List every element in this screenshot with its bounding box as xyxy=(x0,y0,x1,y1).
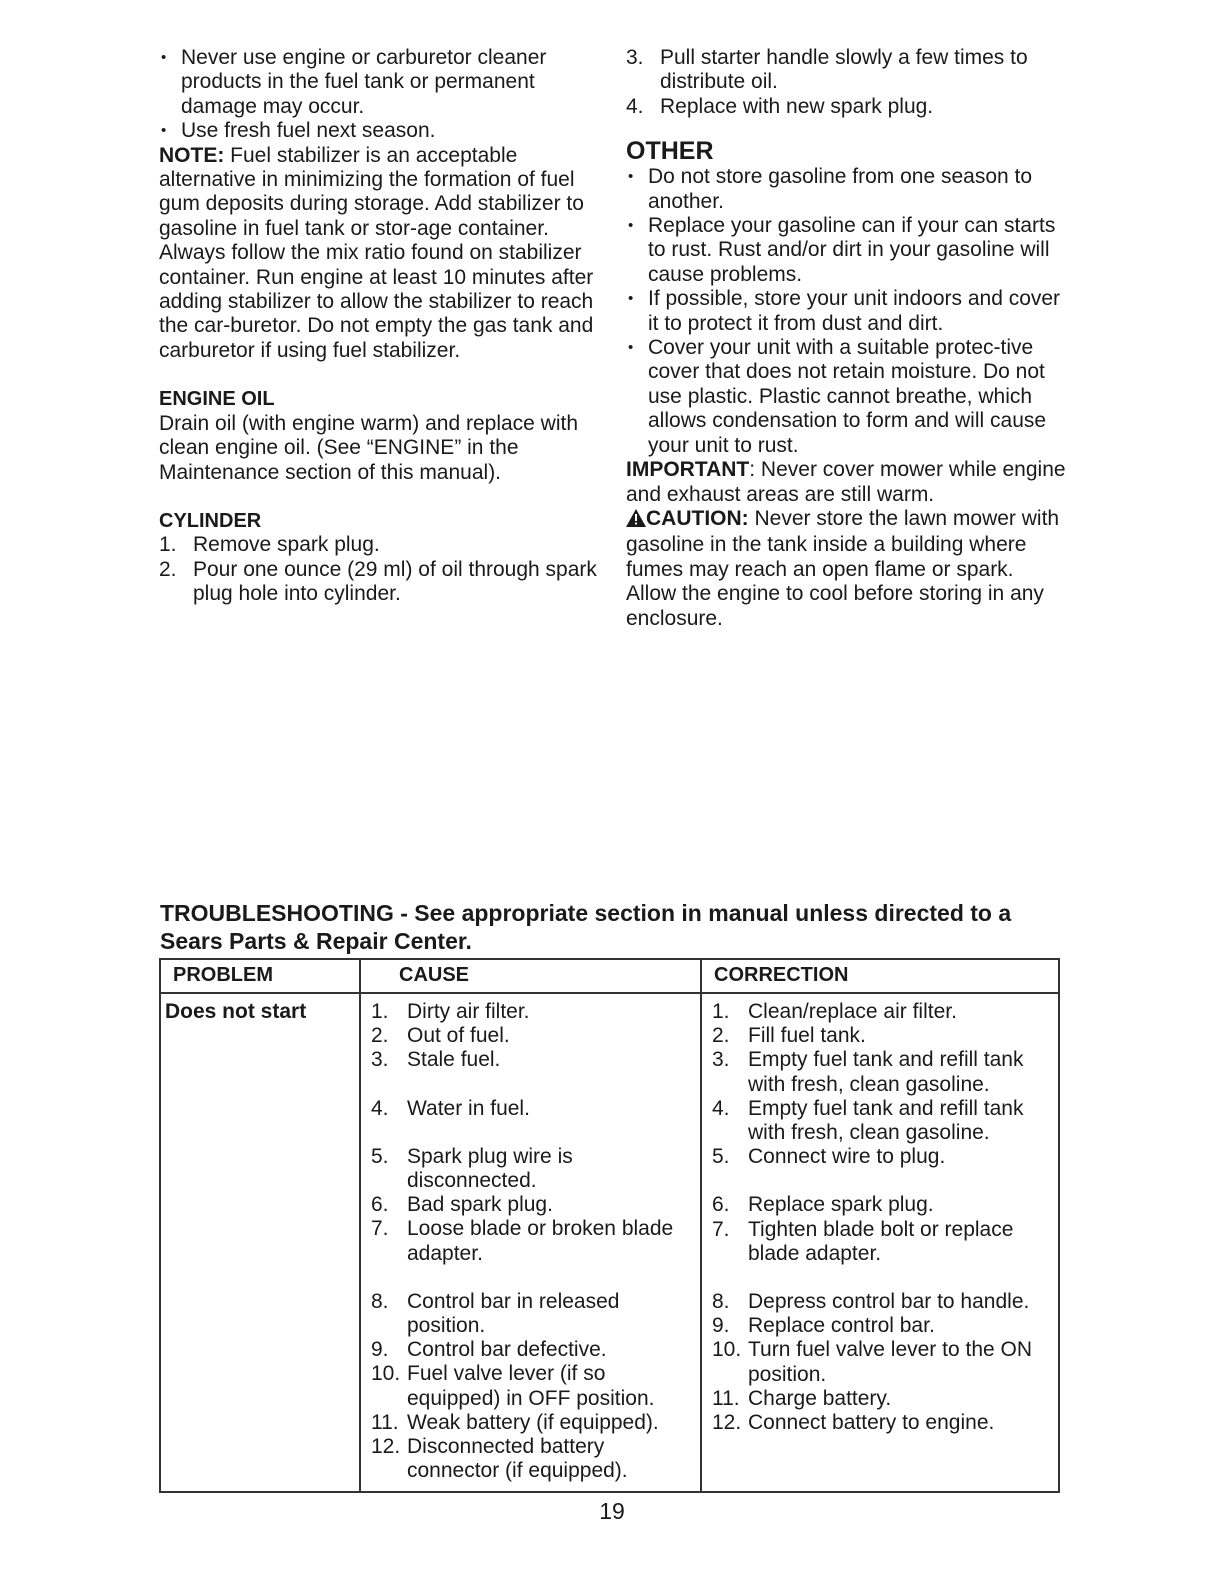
item-number: 11. xyxy=(371,1410,399,1434)
item-text: Out of fuel. xyxy=(407,1024,510,1048)
column-header-correction: CORRECTION xyxy=(701,959,1059,993)
item-text: Spark plug wire is disconnected. xyxy=(407,1144,573,1193)
correction-item xyxy=(712,1290,1054,1314)
item-text: Tighten blade bolt or replace blade adapter. xyxy=(748,1217,1014,1265)
cause-item xyxy=(371,1097,696,1121)
cause-item xyxy=(371,1217,696,1265)
cause-item xyxy=(371,1435,696,1483)
item-text: Weak battery (if equipped). xyxy=(407,1410,659,1434)
item-text: Water in fuel. xyxy=(407,1096,530,1120)
item-number: 4. xyxy=(371,1096,389,1120)
item-number: 3. xyxy=(712,1048,730,1072)
item-text: Depress control bar to handle. xyxy=(748,1290,1030,1314)
item-number: 5. xyxy=(712,1145,730,1169)
cause-item xyxy=(371,1048,696,1072)
item-text: Empty fuel tank and refill tank with fresh, clean gasoline. xyxy=(748,1048,1024,1096)
bullet-item: • Replace your gasoline can if your can starts to rust. Rust and/or dirt in your gasoline will cause problems. xyxy=(626,214,1066,287)
cause-item xyxy=(371,1000,696,1024)
item-number: 9. xyxy=(712,1314,730,1338)
item-text: Empty fuel tank and refill tank with fresh, clean gasoline. xyxy=(748,1096,1024,1145)
item-number: 4. xyxy=(712,1096,730,1120)
item-number: 6. xyxy=(712,1193,730,1217)
item-number: 2. xyxy=(712,1024,730,1048)
item-number: 11. xyxy=(712,1386,740,1410)
correction-item xyxy=(712,1218,1054,1266)
item-number: 12. xyxy=(371,1435,401,1459)
item-text: Loose blade or broken blade adapter. xyxy=(407,1217,674,1265)
caution-label: CAUTION: xyxy=(646,506,749,530)
cylinder-heading: CYLINDER xyxy=(159,509,262,532)
cause-item xyxy=(371,1145,696,1193)
correction-item xyxy=(712,1024,1054,1048)
item-text: Control bar defective. xyxy=(407,1338,607,1362)
other-heading: OTHER xyxy=(626,137,714,166)
item-text: Clean/replace air filter. xyxy=(748,1000,957,1023)
troubleshooting-table xyxy=(159,958,1060,1493)
correction-cell xyxy=(701,993,1059,1492)
troubleshooting-title: TROUBLESHOOTING - See appropriate section in manual unless directed to a Sears Parts & Repair Center. xyxy=(160,900,1012,954)
item-text: Replace control bar. xyxy=(748,1314,935,1338)
item-text: Disconnected battery connector (if equipped). xyxy=(407,1435,628,1483)
bullet-item: • Never use engine or carburetor cleaner products in the fuel tank or permanent damage may occur. xyxy=(159,46,599,119)
item-text: Replace spark plug. xyxy=(748,1193,934,1217)
item-number: 1. xyxy=(712,1000,730,1023)
correction-item xyxy=(712,1387,1054,1411)
cause-item xyxy=(371,1290,696,1338)
item-text: Charge battery. xyxy=(748,1386,892,1410)
item-number: 3. xyxy=(371,1048,389,1072)
correction-item xyxy=(712,1314,1054,1338)
item-text: Bad spark plug. xyxy=(407,1193,553,1217)
page-number: 19 xyxy=(599,1498,625,1524)
item-number: 9. xyxy=(371,1338,389,1362)
item-text: Connect battery to engine. xyxy=(748,1411,995,1435)
item-number: 10. xyxy=(371,1362,401,1386)
note-paragraph xyxy=(159,144,599,364)
note-label: NOTE: xyxy=(159,143,225,167)
cause-item xyxy=(371,1362,696,1410)
warning-triangle-icon xyxy=(626,509,646,533)
item-number: 2. xyxy=(371,1024,389,1048)
item-number: 8. xyxy=(371,1289,389,1313)
item-number: 6. xyxy=(371,1193,389,1217)
left-column xyxy=(159,46,599,607)
item-text: Control bar in released position. xyxy=(407,1289,620,1338)
step-text: Pull starter handle slowly a few times to distribute oil. xyxy=(660,46,1028,94)
note-text: Fuel stabilizer is an acceptable alternative in minimizing the formation of fuel gum deposits during storage. Add stabilizer to gasoline in fuel tank or stor-age container. Always follow the mix ratio found on stabilizer container. Run engine at least 10 minutes after adding stabilizer to allow the stabilizer to reach the car-buretor. Do not empty the gas tank and carburetor if using fuel stabilizer. xyxy=(159,143,594,362)
cause-cell xyxy=(360,993,701,1492)
item-text: Stale fuel. xyxy=(407,1048,501,1072)
column-header-problem: PROBLEM xyxy=(160,959,360,993)
item-text: Connect wire to plug. xyxy=(748,1145,946,1169)
item-number: 10. xyxy=(712,1338,742,1362)
column-header-cause: CAUSE xyxy=(360,959,701,993)
step-number: 2. xyxy=(159,557,177,581)
step-number: 1. xyxy=(159,533,177,557)
item-text: Turn fuel valve lever to the ON position. xyxy=(748,1338,1033,1386)
correction-item xyxy=(712,1048,1054,1096)
bullet-item: • Do not store gasoline from one season to another. xyxy=(626,165,1066,214)
important-text: : Never cover mower while engine and exhaust areas are still warm. xyxy=(626,458,1066,506)
item-text: Fill fuel tank. xyxy=(748,1024,866,1048)
item-number: 7. xyxy=(371,1217,389,1241)
item-text: Dirty air filter. xyxy=(407,1000,530,1023)
right-column xyxy=(626,46,1066,631)
caution-text: Never store the lawn mower with gasoline in the tank inside a building where fumes may reach an open flame or spark. Allow the engine to cool before storing in any enclosure. xyxy=(626,506,1060,630)
cause-item xyxy=(371,1024,696,1048)
problem-cell: Does not start xyxy=(160,993,360,1492)
cause-item xyxy=(371,1411,696,1435)
table-header-row xyxy=(160,959,1059,993)
caution-paragraph xyxy=(626,507,1066,631)
correction-item xyxy=(712,1411,1054,1435)
item-number: 12. xyxy=(712,1411,742,1435)
item-number: 8. xyxy=(712,1290,730,1314)
cause-item xyxy=(371,1338,696,1362)
item-number: 5. xyxy=(371,1144,389,1168)
step-text: Remove spark plug. xyxy=(193,533,380,557)
step-text: Pour one ounce (29 ml) of oil through spark plug hole into cylinder. xyxy=(193,557,597,606)
correction-item xyxy=(712,1000,1054,1024)
table-row xyxy=(160,993,1059,1492)
item-number: 1. xyxy=(371,1000,389,1023)
cylinder-step xyxy=(626,95,1066,119)
cylinder-step xyxy=(626,46,1066,95)
step-number: 4. xyxy=(626,94,644,118)
bullet-item: • If possible, store your unit indoors and cover it to protect it from dust and dirt. xyxy=(626,287,1066,336)
step-number: 3. xyxy=(626,46,644,69)
engine-oil-heading: ENGINE OIL xyxy=(159,388,275,411)
item-text: Fuel valve lever (if so equipped) in OFF position. xyxy=(407,1362,655,1410)
correction-item xyxy=(712,1193,1054,1217)
bullet-item: • Use fresh fuel next season. xyxy=(159,119,599,143)
correction-item xyxy=(712,1145,1054,1169)
correction-item xyxy=(712,1338,1054,1386)
correction-item xyxy=(712,1097,1054,1145)
step-text: Replace with new spark plug. xyxy=(660,94,934,118)
cylinder-step xyxy=(159,533,599,557)
important-paragraph xyxy=(626,458,1066,507)
item-number: 7. xyxy=(712,1217,730,1241)
cylinder-step xyxy=(159,558,599,607)
bullet-item: • Cover your unit with a suitable protec-tive cover that does not retain moisture. Do not use plastic. Plastic cannot breathe, which allows condensation to form and will cause your unit to rust. xyxy=(626,336,1066,458)
engine-oil-text: Drain oil (with engine warm) and replace with clean engine oil. (See “ENGINE” in the Maintenance section of this manual). xyxy=(159,411,579,484)
cause-item xyxy=(371,1193,696,1217)
important-label: IMPORTANT xyxy=(626,458,750,482)
